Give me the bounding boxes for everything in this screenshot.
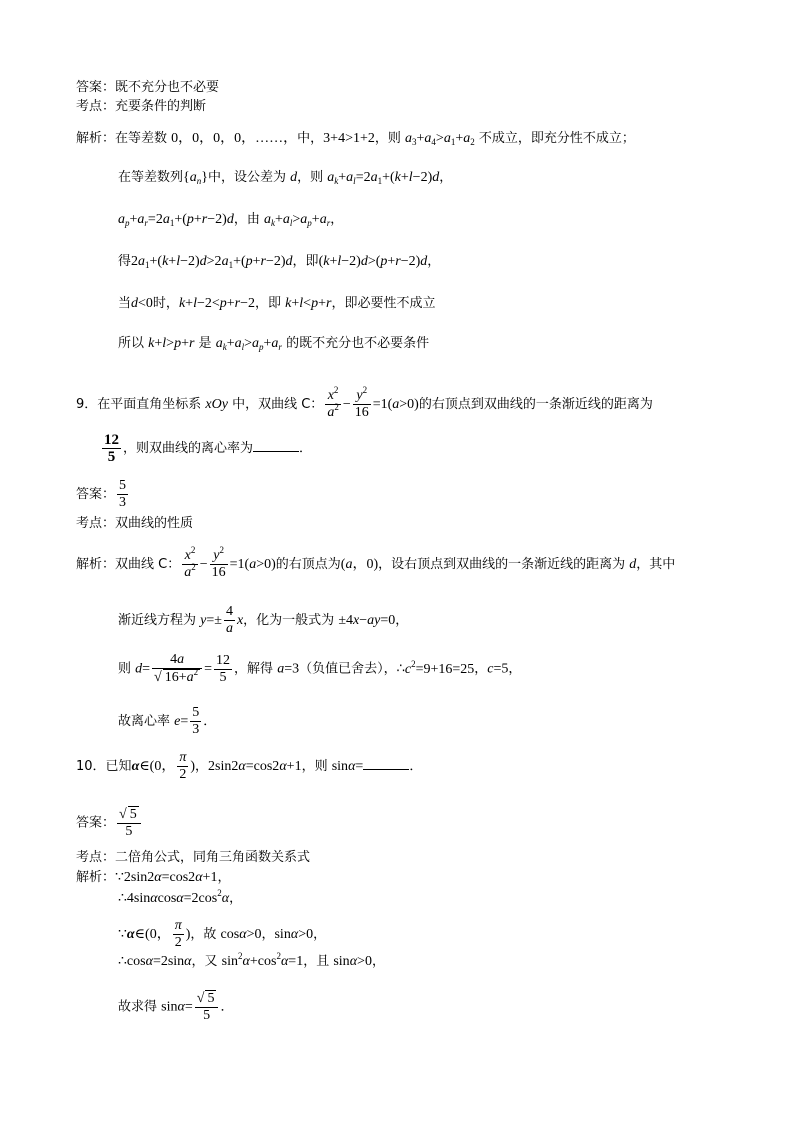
analysis-10-line-2: $\therefore 4\sin\alpha\cos\alpha=2\cos^2\alpha$，: [118, 888, 243, 906]
analysis-8-line-5: 当d<0时，k+l−2<p+r−2，即 k+l<p+r，即必要性不成立: [118, 296, 436, 311]
label: 考点：: [76, 516, 116, 531]
question-9-line-2: $\frac{12}{5}$ ，则双曲线的离心率为 ．: [104, 432, 313, 465]
topic-8: [76, 97, 206, 117]
label: 解析：: [76, 557, 116, 572]
label: 解析：: [76, 870, 116, 885]
analysis-10-line-1: 解析：∵2sin2α=cos2α+1，: [76, 870, 231, 885]
label: 答案：: [76, 815, 116, 831]
label: 答案：: [76, 487, 116, 502]
analysis-10-line-5: 故求得 sinα= $\frac{√ 5}{5}$ ．: [118, 991, 234, 1023]
answer-blank[interactable]: [363, 757, 409, 770]
answer-8: [76, 78, 219, 98]
analysis-8-line-3: $a_p+a_r=2a_1+(p+r-2)d$，由 $a_k+a_l>a_p+a_r$，: [118, 212, 344, 228]
question-9-line-1: 9．在平面直角坐标系 xOy 中，双曲线 C： $\frac{x^2}{a^2}$ − $\frac{y^2}{16}$ =1(a>0)的右顶点到双曲线的一条渐近线的距离为: [76, 385, 653, 420]
analysis-9-line-3: 则 d= $\frac{4a}{√ 16+a^2}$ = $\frac{12}{5}$ ，解得 a=3（负值已舍去），$\therefore c^2=9+16=25$，c=5，: [118, 652, 522, 685]
analysis-8-line-4: 得$2a_1+(k+l-2)d>2a_1+(p+r-2)d$，即(k+l−2)d>(p+r−2)d，: [118, 254, 441, 270]
answer-10: 答案： $\frac{√ 5}{5}$: [76, 806, 143, 840]
label: 考点：: [76, 850, 116, 865]
analysis-8-line-1: 解析：在等差数 0，0，0，0，……，中，3+4>1+2，则 $a_3+a_4>a_1+a_2$ 不成立，即充分性不成立；: [76, 131, 635, 147]
analysis-9-line-2: 渐近线方程为 y=± $\frac{4}{a}$ x，化为一般式为 ±4x−ay=0，: [118, 604, 409, 636]
analysis-9-line-4: 故离心率 e= $\frac{5}{3}$ ．: [118, 705, 217, 737]
analysis-9-line-1: 解析：双曲线 C： $\frac{x^2}{a^2}$ − $\frac{y^2}{16}$ =1(a>0)的右顶点为(a，0)，设右顶点到双曲线的一条渐近线的距离为 d，其中: [76, 545, 676, 580]
answer-text: 既不充分也不必要: [115, 80, 220, 95]
topic-9: [76, 514, 193, 534]
analysis-10-line-3: ∵α∈(0， $\frac{\pi}{2}$ )，故 cosα>0，sinα>0，: [118, 918, 327, 950]
analysis-10-line-4: ∴cosα=2sinα，又 $\sin^2\alpha+\cos^2\alpha=1$，且 sinα>0，: [118, 951, 385, 969]
answer-blank[interactable]: [253, 439, 299, 452]
analysis-8-line-6: 所以 k+l>p+r 是 $a_k+a_l>a_p+a_r$ 的既不充分也不必要条件: [118, 336, 430, 352]
topic-text: 充要条件的判断: [115, 99, 207, 114]
label: 考点：: [76, 99, 116, 114]
question-number: 10．: [76, 759, 106, 774]
label: 解析：: [76, 131, 116, 146]
topic-text: 双曲线的性质: [115, 516, 194, 531]
topic-text: 二倍角公式，同角三角函数关系式: [115, 850, 311, 865]
answer-9: 答案： $\frac{5}{3}$: [76, 478, 127, 510]
question-10: 10．已知α∈(0， $\frac{\pi}{2}$ )，2sin2α=cos2α+1，则 sinα= ．: [76, 750, 423, 782]
label: 答案：: [76, 80, 116, 95]
analysis-8-line-2: 在等差数列$\{a_n\}$中，设公差为 d，则 $a_k+a_l=2a_1+(k+l-2)d$，: [118, 170, 453, 186]
topic-10: [76, 848, 310, 868]
question-number: 9．: [76, 397, 98, 412]
